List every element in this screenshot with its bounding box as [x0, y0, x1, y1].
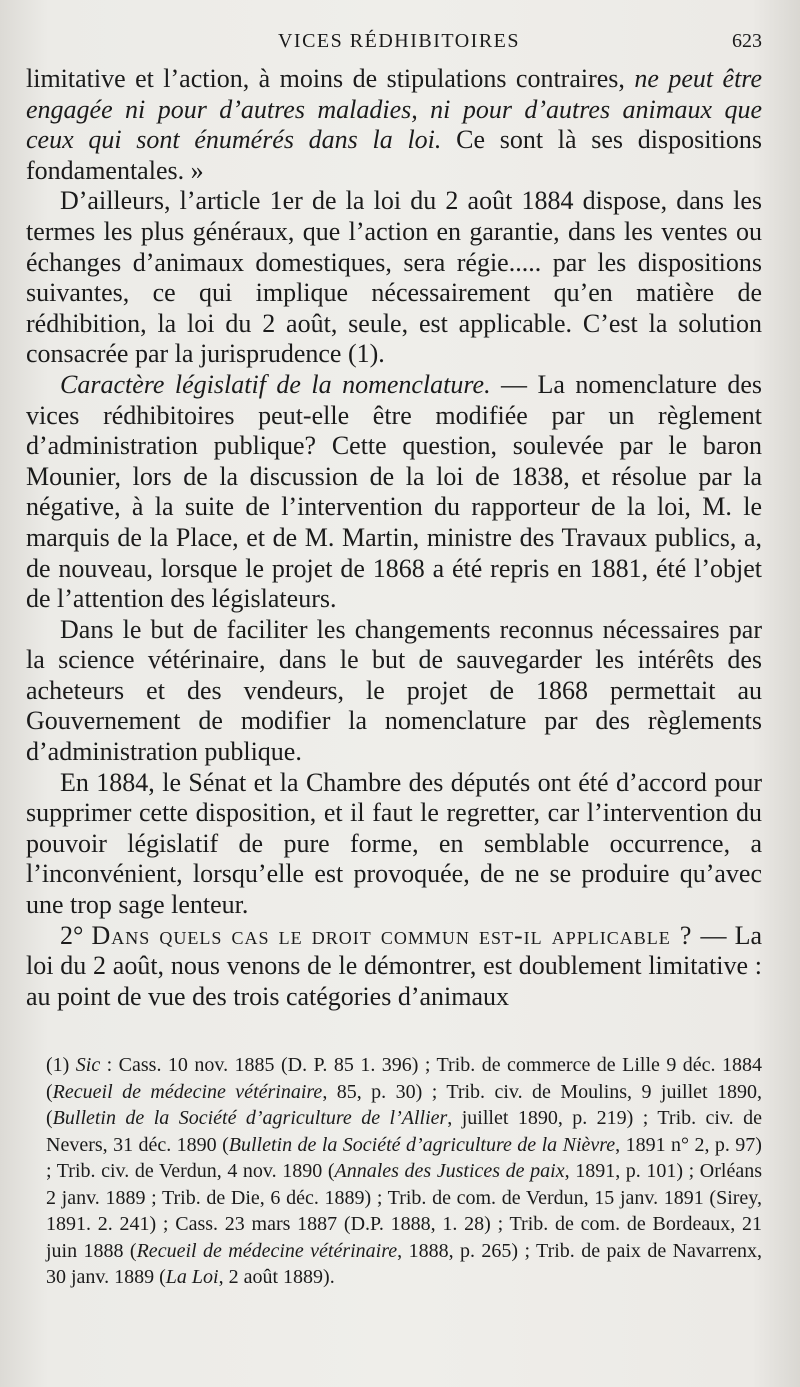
- footnotes: [26, 1052, 762, 1291]
- paragraph-4: Dans le but de faciliter les changements reconnus nécessaires par la science vétérinaire, dans le but de sauvegarder les intérêts des acheteurs et des vendeurs, le projet de 1868 permettait au Gouvernement de modifier la nomenclature par des règlements d’administration publique.: [26, 614, 762, 767]
- running-title: VICES RÉDHIBITOIRES: [277, 30, 521, 52]
- paragraph-6: 2° Dans quels cas le droit commun est-il applicable ? — La loi du 2 août, nous venons de le démontrer, est doublement limitative : au point de vue des trois catégories d’animaux: [26, 920, 763, 1011]
- main-text: [26, 64, 762, 1012]
- section-heading: Caractère législatif de la nomenclature.: [60, 369, 491, 399]
- page-header: [26, 30, 762, 64]
- page-number: 623: [732, 30, 762, 52]
- emphasis: ne peut être engagée ni pour d’autres maladies, ni pour d’autres animaux que ceux qui sont énumérés dans la loi.: [26, 64, 762, 155]
- paragraph-3: Caractère législatif de la nomenclature. — La nomenclature des vices rédhibitoires peut-elle être modifiée par un règlement d’administration publique? Cette question, soulevée par le baron Mounier, lors de la discussion de la loi de 1838, et résolue par la négative, à la suite de l’intervention du rapporteur de la loi, M. le marquis de la Place, et de M. Martin, ministre des Travaux publics, a, de nouveau, lorsque le projet de 1868 a été repris en 1881, été l’objet de l’attention des législateurs.: [26, 369, 762, 614]
- paragraph-5: En 1884, le Sénat et la Chambre des députés ont été d’accord pour supprimer cette disposition, et il faut le regretter, car l’intervention du pouvoir législatif de pure forme, en semblable occurrence, a l’inconvénient, lorsqu’elle est provoquée, de ne se produire qu’avec une trop sage lenteur.: [26, 767, 762, 920]
- footnote-1: (1) Sic : Cass. 10 nov. 1885 (D. P. 85 1. 396) ; Trib. de commerce de Lille 9 déc. 1884 (Recueil de médecine vétérinaire, 85, p. 30) ; Trib. civ. de Moulins, 9 juillet 1890, (Bulletin de la Société d’agriculture de l’Allier, juillet 1890, p. 219) ; Trib. civ. de Nevers, 31 déc. 1890 (Bulletin de la Société d’agriculture de la Nièvre, 1891 n° 2, p. 97) ; Trib. civ. de Verdun, 4 nov. 1890 (Annales des Justices de paix, 1891, p. 101) ; Orléans 2 janv. 1889 ; Trib. de Die, 6 déc. 1889) ; Trib. de com. de Verdun, 15 janv. 1891 (Sirey, 1891. 2. 241) ; Cass. 23 mars 1887 (D.P. 1888, 1. 28) ; Trib. de com. de Bordeaux, 21 juin 1888 (Recueil de médecine vétérinaire, 1888, p. 265) ; Trib. de paix de Navarrenx, 30 janv. 1889 (La Loi, 2 août 1889).: [46, 1054, 762, 1289]
- paragraph-2: D’ailleurs, l’article 1er de la loi du 2 août 1884 dispose, dans les termes les plus généraux, que l’action en garantie, dans les ventes ou échanges d’animaux domestiques, sera régie..... par les dispositions suivantes, ce qui implique nécessairement qu’en matière de rédhibition, la loi du 2 août, seule, est applicable. C’est la solution consacrée par la jurisprudence (1).: [26, 186, 762, 369]
- paragraph-1: limitative et l’action, à moins de stipulations contraires, ne peut être engagée ni pour d’autres maladies, ni pour d’autres animaux que ceux qui sont énumérés dans la loi. Ce sont là ses dispositions fondamentales. »: [26, 64, 762, 185]
- section-heading: Dans quels cas le droit commun est-il applicable ?: [91, 920, 693, 950]
